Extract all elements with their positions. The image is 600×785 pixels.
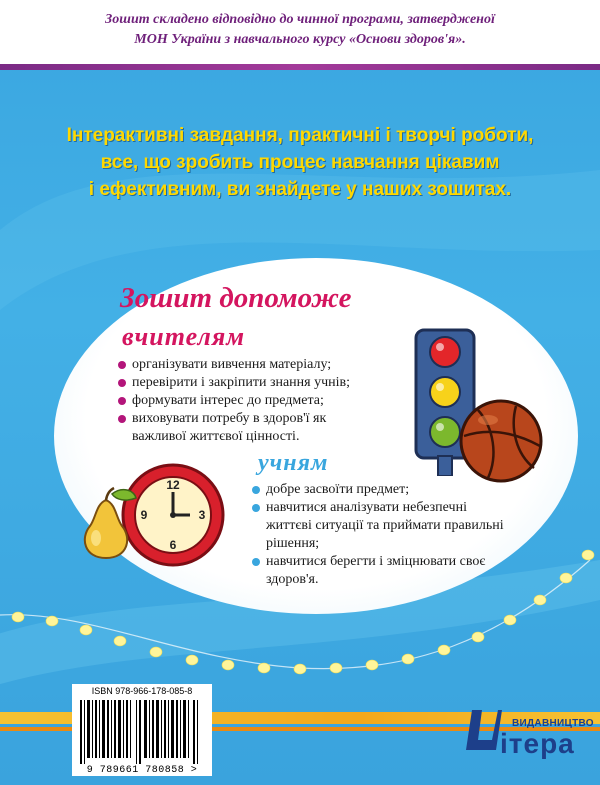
isbn-text: ISBN 978-966-178-085-8 <box>91 686 193 696</box>
bullet-icon <box>252 558 260 566</box>
teachers-label: вчителям <box>122 322 246 351</box>
list-item-text: навчитися берегти і зміцнювати своє здоров'я. <box>266 554 486 587</box>
list-item <box>252 553 496 589</box>
publisher-label: ВИДАВНИЦТВО <box>512 718 594 729</box>
publisher-logo-icon <box>462 706 502 752</box>
ball-icon <box>458 398 544 484</box>
bullet-icon <box>252 504 260 512</box>
curriculum-note-line-2: МОН України з навчального курсу «Основи здоров'я». <box>134 32 466 47</box>
clock-numeral-9: 9 <box>140 508 148 522</box>
barcode-icon <box>80 700 204 764</box>
promo-line-3: і ефективним, ви знайдете у наших зошитах. <box>88 179 512 200</box>
teachers-list <box>118 356 418 446</box>
list-item <box>252 499 516 553</box>
bullet-icon <box>118 379 126 387</box>
list-item <box>118 356 418 374</box>
list-item <box>118 410 367 446</box>
bullet-icon <box>118 415 126 423</box>
bullet-icon <box>118 397 126 405</box>
list-item-text: перевірити і закріпити знання учнів; <box>132 375 351 390</box>
helps-heading: Зошит допоможе <box>120 282 352 314</box>
list-item-text: організувати вивчення матеріалу; <box>132 357 332 372</box>
barcode-digits: 9 789661 780858 > <box>86 765 198 776</box>
bullet-icon <box>252 486 260 494</box>
promo-line-1: Інтерактивні завдання, практичні і творчі роботи, <box>66 125 534 146</box>
pear-icon <box>74 486 140 562</box>
clock-numeral-3: 3 <box>198 508 206 522</box>
list-item <box>118 374 418 392</box>
list-item-text: добре засвоїти предмет; <box>266 482 410 497</box>
list-item-text: навчитися аналізувати небезпечні життєві ситуації та приймати правильні рішення; <box>266 500 504 551</box>
clock-numeral-6: 6 <box>169 538 177 552</box>
promo-line-2: все, що зробить процес навчання цікавим <box>100 152 500 173</box>
list-item <box>118 392 418 410</box>
list-item-text: виховувати потребу в здоров'ї як важливої життєвої цінності. <box>132 411 327 444</box>
promo-text <box>10 122 590 203</box>
students-list <box>252 481 542 589</box>
curriculum-note-line-1: Зошит складено відповідно до чинної програми, затвердженої <box>105 12 495 27</box>
bullet-icon <box>118 361 126 369</box>
students-label: учням <box>258 450 329 476</box>
list-item-text: формувати інтерес до предмета; <box>132 393 324 408</box>
clock-numeral-12: 12 <box>166 478 180 492</box>
publisher-name: ітера <box>500 728 575 759</box>
